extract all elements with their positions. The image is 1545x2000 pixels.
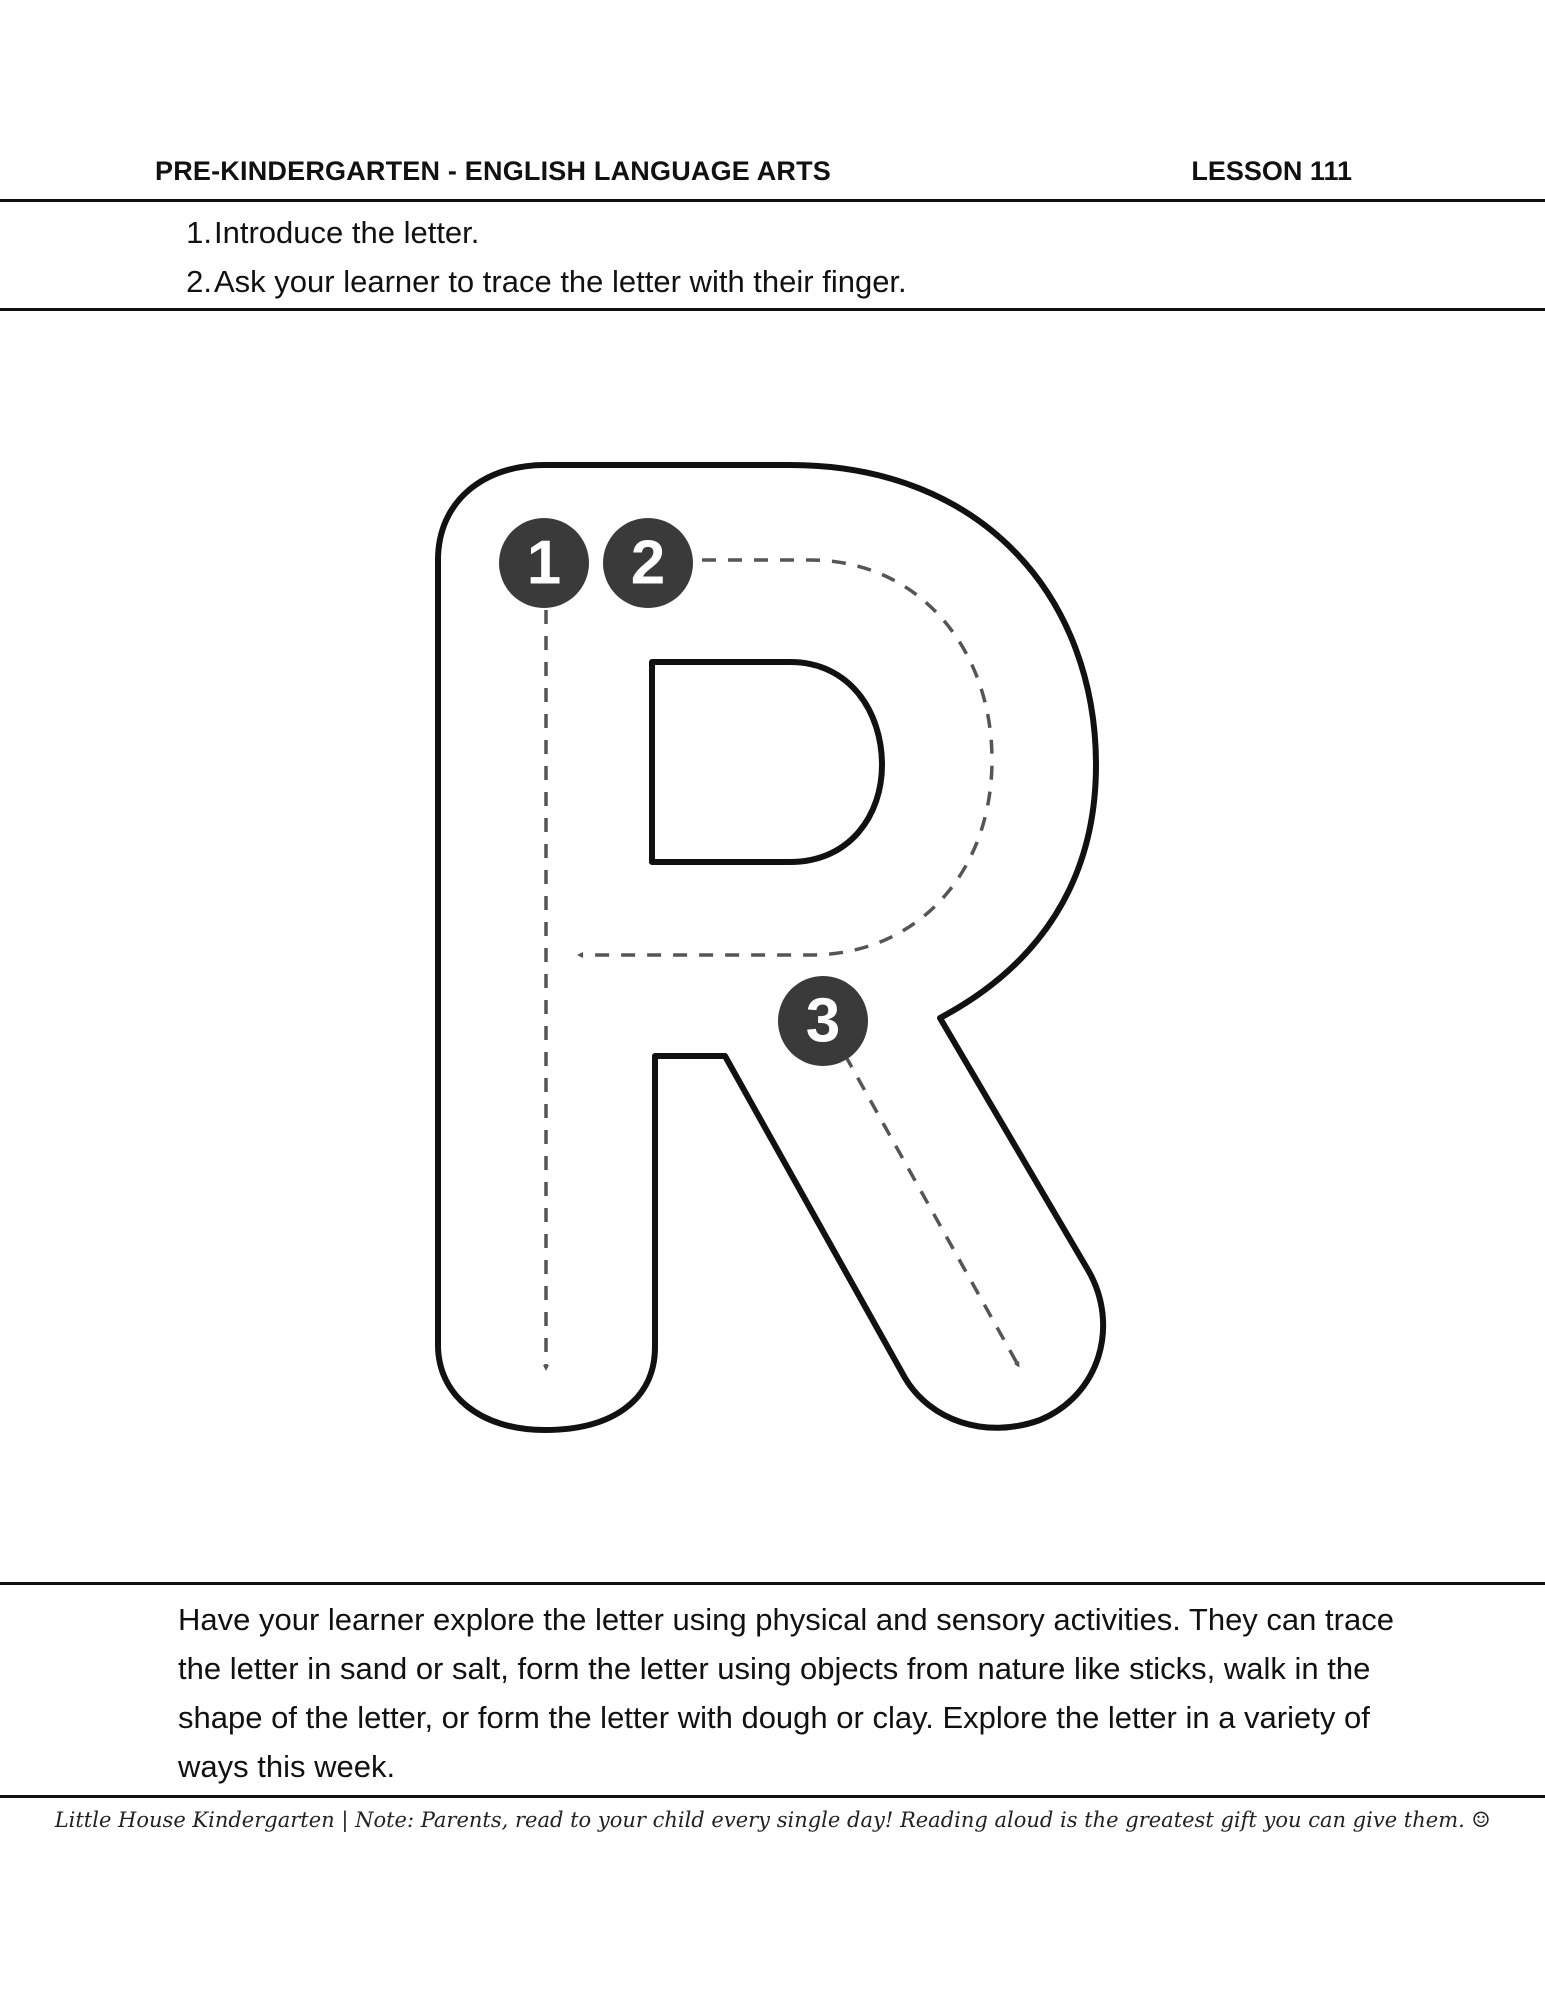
stroke-1-number: 1 [526, 528, 562, 598]
instruction-text: Introduce the letter. [214, 215, 480, 250]
stroke-3-start-marker [778, 976, 868, 1066]
activities-bottom-divider [0, 1795, 1545, 1798]
stroke-1-start-marker [499, 518, 589, 608]
instruction-number: 1. [186, 215, 212, 250]
instructions-divider [0, 308, 1545, 311]
stroke-3-number: 3 [805, 986, 841, 1056]
course-title: PRE-KINDERGARTEN - ENGLISH LANGUAGE ARTS [155, 156, 832, 186]
instruction-list [0, 208, 1545, 306]
page-header [0, 150, 1545, 192]
footer-note: Little House Kindergarten | Note: Parents, read to your child every single day! Reading aloud is the greatest gift you can give them. ☺ [54, 1808, 1491, 1832]
instruction-item [0, 208, 1545, 257]
header-divider [0, 199, 1545, 202]
letter-r-counter [652, 662, 882, 862]
instruction-text: Ask your learner to trace the letter with their finger. [214, 264, 907, 299]
instruction-item [0, 257, 1545, 306]
lesson-number: LESSON 111 [1191, 156, 1352, 186]
letter-r-tracing-figure [400, 440, 1160, 1460]
activities-paragraph: Have your learner explore the letter using physical and sensory activities. They can trace the letter in sand or salt, form the letter using objects from nature like sticks, walk in the shape of the letter, or form the letter with dough or clay. Explore the letter in a variety of ways this week. [178, 1602, 1394, 1784]
stroke-2-number: 2 [630, 528, 666, 598]
letter-r-outline [438, 465, 1103, 1430]
instruction-number: 2. [186, 264, 212, 299]
stroke-2-start-marker [603, 518, 693, 608]
activities-top-divider [0, 1582, 1545, 1585]
